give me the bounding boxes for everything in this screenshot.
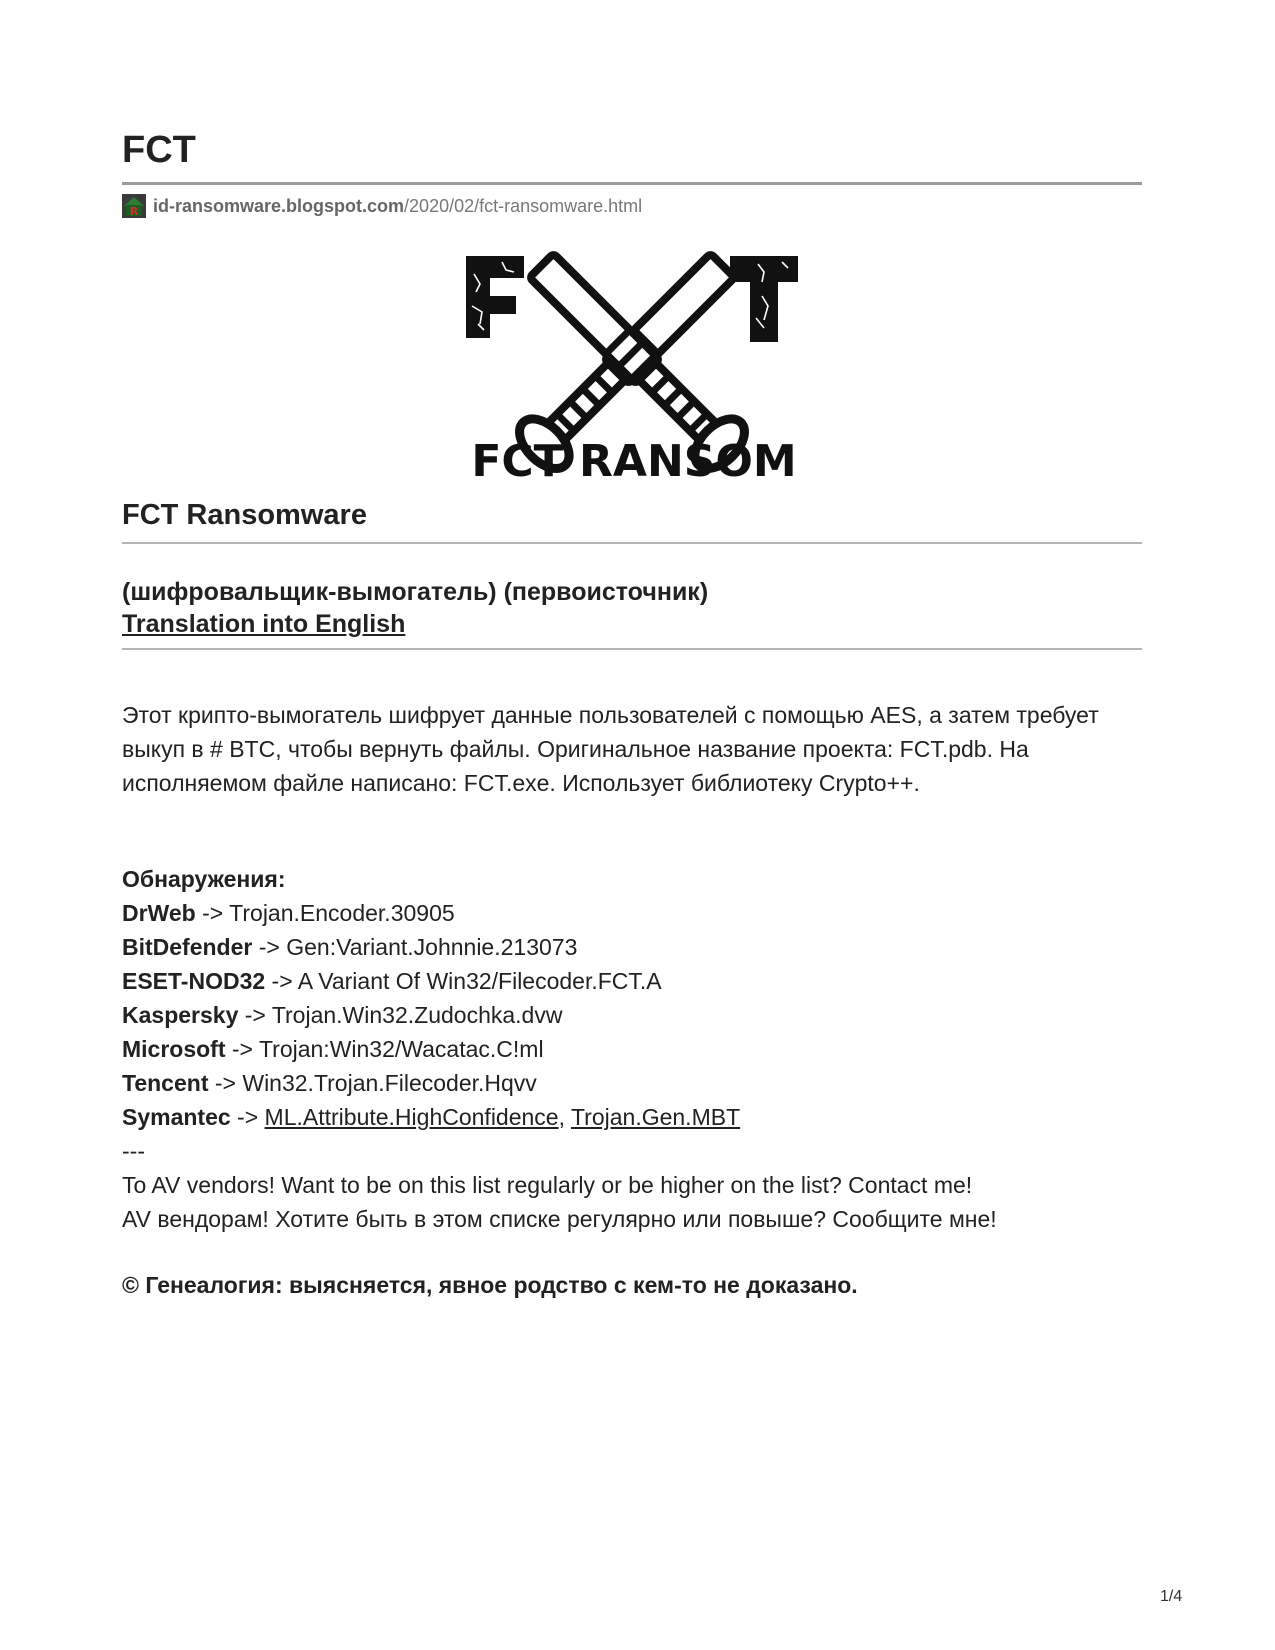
symantec-link-gen[interactable]: Trojan.Gen.MBT — [570, 1104, 741, 1130]
fct-logo-image — [462, 256, 802, 487]
detections-label: Обнаружения: — [122, 866, 286, 892]
translation-link[interactable]: Translation into English — [122, 610, 406, 638]
page-title: FCT — [122, 129, 196, 171]
detection-row: Kaspersky -> Trojan.Win32.Zudochka.dvw — [122, 1002, 563, 1028]
av-note-russian: AV вендорам! Хотите быть в этом списке регулярно или повыше? Сообщите мне! — [122, 1206, 997, 1232]
detection-row: DrWeb -> Trojan.Encoder.30905 — [122, 900, 455, 926]
detection-row: ESET-NOD32 -> A Variant Of Win32/Filecoder.FCT.A — [122, 968, 662, 994]
symantec-link-ml[interactable]: ML.Attribute.HighConfidence — [264, 1104, 559, 1130]
page-number: 1/4 — [1160, 1588, 1183, 1605]
detection-row: Microsoft -> Trojan:Win32/Wacatac.C!ml — [122, 1036, 544, 1062]
divider-text: --- — [122, 1138, 145, 1164]
source-domain: id-ransomware.blogspot.com — [153, 195, 405, 216]
svg-text:R: R — [129, 205, 139, 218]
detection-row: BitDefender -> Gen:Variant.Johnnie.213073 — [122, 934, 578, 960]
detections-section — [122, 862, 1142, 1236]
genealogy-note: © Генеалогия: выясняется, явное родство с кем-то не доказано. — [122, 1272, 858, 1298]
heading-divider — [122, 542, 1142, 544]
logo-caption: FCT RANSOM — [471, 436, 797, 487]
article-heading: FCT Ransomware — [122, 499, 367, 531]
subtitle-divider — [122, 648, 1142, 650]
description-paragraph: Этот крипто-вымогатель шифрует данные пользователей с помощью AES, а затем требует выкуп в # BTC, чтобы вернуть файлы. Оригинальное название проекта: FCT.pdb. На исполняемом файле написано: FCT.exe. Использует библиотеку Crypto++. — [122, 702, 1099, 796]
detection-row-symantec: Symantec -> ML.Attribute.HighConfidence, Trojan.Gen.MBT — [122, 1104, 741, 1130]
source-path: /2020/02/fct-ransomware.html — [404, 195, 643, 216]
detection-row: Tencent -> Win32.Trojan.Filecoder.Hqvv — [122, 1070, 537, 1096]
av-note-english: To AV vendors! Want to be on this list regularly or be higher on the list? Contact me! — [122, 1172, 973, 1198]
subtitle-text: (шифровальщик-вымогатель) (первоисточник) — [122, 578, 709, 606]
subtitle-block — [122, 576, 708, 640]
source-url[interactable] — [122, 194, 642, 218]
site-favicon-icon — [122, 194, 146, 218]
title-divider — [122, 182, 1142, 185]
